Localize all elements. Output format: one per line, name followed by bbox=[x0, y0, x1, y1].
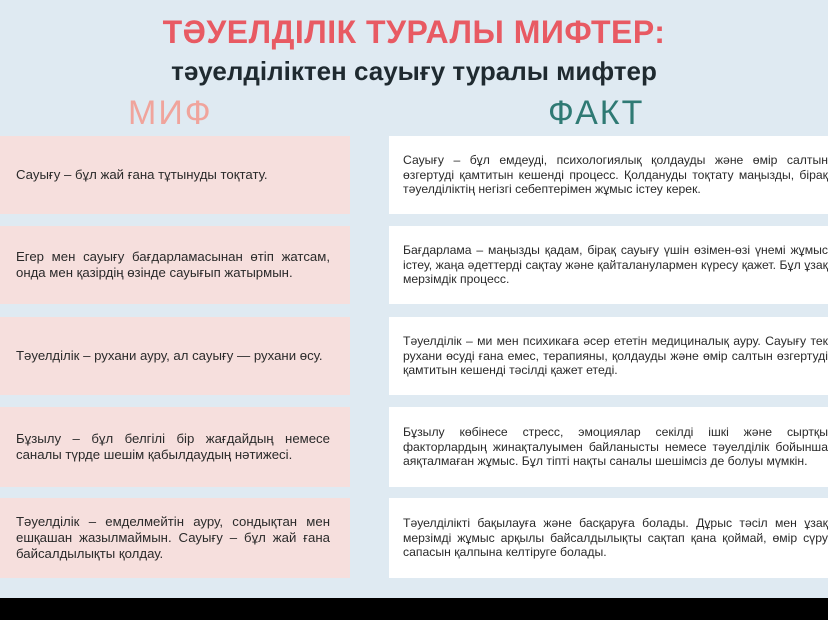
fact-card-5 bbox=[389, 498, 828, 578]
page-subtitle: тәуелділіктен сауығу туралы мифтер bbox=[171, 56, 657, 86]
myth-text: Бұзылу – бұл белгілі бір жағдайдың немесе саналы түрде шешім қабылдаудың нәтижесі. bbox=[16, 431, 330, 462]
myth-card-4 bbox=[0, 407, 350, 487]
myth-card-3 bbox=[0, 317, 350, 395]
fact-column-heading: ФАКТ bbox=[548, 94, 645, 132]
fact-card-3 bbox=[389, 317, 828, 395]
myth-card-5 bbox=[0, 498, 350, 578]
fact-card-4 bbox=[389, 407, 828, 487]
fact-card-2 bbox=[389, 226, 828, 304]
myth-text: Тәуелділік – рухани ауру, ал сауығу — рухани өсу. bbox=[16, 348, 323, 363]
myth-column-heading: МИФ bbox=[128, 94, 213, 132]
fact-text: Бағдарлама – маңызды қадам, бірақ сауығу үшін өзімен-өзі үнемі жұмыс істеу, жаңа әдеттерді сақтау және қайталанулармен күресу қажет. Бұл ұзақ мерзімдік процесс. bbox=[403, 243, 828, 287]
myth-card-1 bbox=[0, 136, 350, 214]
myth-text: Сауығу – бұл жай ғана тұтынуды тоқтату. bbox=[16, 167, 268, 182]
fact-text: Тәуелділік – ми мен психикаға әсер ететін медициналық ауру. Сауығу тек рухани өсуді ғана емес, терапияны, қолдауды және өмір салтын өзгертуді қамтитын кешенді тәсілді қажет етеді. bbox=[403, 334, 828, 378]
myth-text: Егер мен сауығу бағдарламасынан өтіп жатсам, онда мен қазірдің өзінде сауығып жатырмын. bbox=[16, 249, 330, 280]
fact-text: Сауығу – бұл емдеуді, психологиялық қолдауды және өмір салтын өзгертуді қамтитын кешенді процесс. Қолдануды тоқтату маңызды, бірақ тәуелділіктің негізгі себептерімен жұмыс істеу керек. bbox=[403, 153, 828, 197]
fact-card-1 bbox=[389, 136, 828, 214]
myth-card-2 bbox=[0, 226, 350, 304]
bottom-black-bar bbox=[0, 598, 828, 620]
fact-text: Бұзылу көбінесе стресс, эмоциялар секілді ішкі және сыртқы факторлардың жинақталуымен байланысты немесе тәуелділік бойынша аяқталмаған жұмыс. Бұл тіпті нақты саналы шешімсіз де болуы мүмкін. bbox=[403, 425, 828, 469]
page-title: ТӘУЕЛДІЛІК ТУРАЛЫ МИФТЕР: bbox=[162, 14, 666, 50]
myth-text: Тәуелділік – емделмейтін ауру, сондықтан мен ешқашан жазылмаймын. Сауығу – бұл жай ғана байсалдылықты қолдау. bbox=[16, 514, 330, 561]
fact-text: Тәуелділікті бақылауға және басқаруға болады. Дұрыс тәсіл мен ұзақ мерзімді жұмыс арқылы байсалдылықты сақтап қана қоймай, өмір сүру сапасын қалпына келтіруге болады. bbox=[403, 516, 828, 560]
